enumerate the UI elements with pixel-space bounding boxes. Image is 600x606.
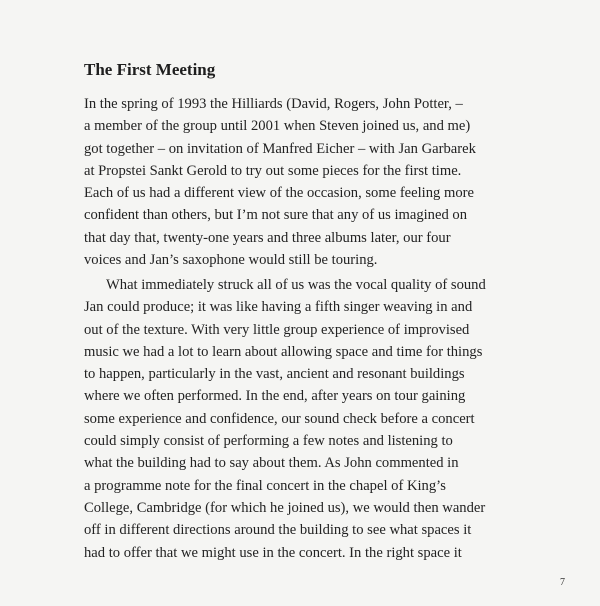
paragraph-line: some experience and confidence, our sound check before a concert xyxy=(84,410,475,427)
paragraph-line: music we had a lot to learn about allowing space and time for things xyxy=(84,343,483,360)
paragraph-line: got together – on invitation of Manfred Eicher – with Jan Garbarek xyxy=(84,140,476,157)
paragraph-line: where we often performed. In the end, after years on tour gaining xyxy=(84,388,466,405)
paragraph-line: Jan could produce; it was like having a fifth singer weaving in and xyxy=(84,299,473,316)
paragraph-line: had to offer that we might use in the concert. In the right space it xyxy=(84,544,462,561)
paragraph-line: voices and Jan’s saxophone would still be touring. xyxy=(84,252,378,269)
paragraph-line: In the spring of 1993 the Hilliards (David, Rogers, John Potter, – xyxy=(84,96,463,112)
paragraph-line: could simply consist of performing a few notes and listening to xyxy=(84,433,453,450)
paragraph-2 xyxy=(84,274,554,564)
paragraph-line: a member of the group until 2001 when Steven joined us, and me) xyxy=(84,118,471,135)
paragraph-line: What immediately struck all of us was the vocal quality of sound xyxy=(106,277,486,293)
paragraph-line: Each of us had a different view of the occasion, some feeling more xyxy=(84,185,474,202)
paragraph-line: off in different directions around the building to see what spaces it xyxy=(84,522,472,539)
paragraph-line: to happen, particularly in the vast, ancient and resonant buildings xyxy=(84,366,465,383)
paragraph-1 xyxy=(84,93,554,271)
paragraph-line: a programme note for the final concert in the chapel of King’s xyxy=(84,477,446,494)
paragraph-line: out of the texture. With very little group experience of improvised xyxy=(84,321,470,338)
section-heading: The First Meeting xyxy=(84,60,216,79)
paragraph-line: confident than others, but I’m not sure that any of us imagined on xyxy=(84,207,468,224)
paragraph-line: at Propstei Sankt Gerold to try out some pieces for the first time. xyxy=(84,162,462,179)
paragraph-line: what the building had to say about them. As John commented in xyxy=(84,455,459,472)
paragraph-line: that day that, twenty-one years and three albums later, our four xyxy=(84,229,451,246)
page-number: 7 xyxy=(560,577,565,588)
paragraph-line: College, Cambridge (for which he joined us), we would then wander xyxy=(84,499,486,516)
